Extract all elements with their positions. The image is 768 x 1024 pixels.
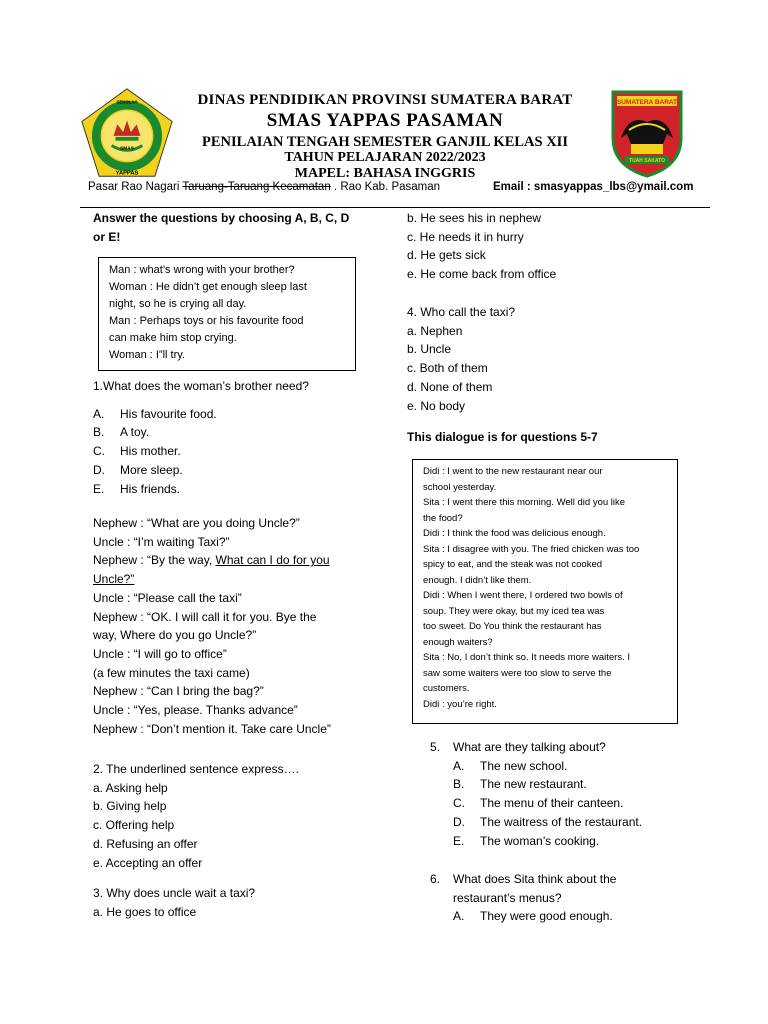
question-4 — [407, 303, 515, 415]
option-item[interactable]: d. None of them — [407, 379, 493, 394]
dialog-line: Didi : When I went there, I ordered two bowls of — [423, 590, 623, 601]
left-column — [93, 209, 349, 246]
dialog-line: Nephew : “OK. I will call it for you. Bye the — [93, 609, 317, 624]
option-item[interactable]: E. The woman’s cooking. — [453, 833, 600, 848]
dialog-line: Didi : I think the food was delicious enough. — [423, 528, 606, 539]
dialog-line: saw some waiters were too slow to serve the — [423, 667, 612, 679]
address-struck-text: Taruang-Taruang Kecamatan — [182, 181, 331, 193]
question-6-text-cont: restaurant’s menus? — [453, 890, 562, 905]
option-item[interactable]: A. The new school. — [453, 758, 568, 773]
question-5 — [430, 738, 642, 850]
option-item[interactable]: d. He gets sick — [407, 248, 486, 263]
option-item[interactable]: B. The new restaurant. — [453, 777, 587, 792]
option-item[interactable]: e. No body — [407, 398, 466, 413]
option-item[interactable]: e. He come back from office — [407, 267, 557, 282]
option-item[interactable]: D. The waitress of the restaurant. — [453, 814, 643, 829]
option-item[interactable]: c. He needs it in hurry — [407, 229, 524, 244]
dialog-line: Uncle : “Yes, please. Thanks advance” — [93, 703, 298, 718]
question-5-text: What are they talking about? — [453, 740, 606, 754]
option-item[interactable]: e. Accepting an offer — [93, 855, 203, 870]
dialog-2 — [93, 514, 331, 738]
dialog-line: enough. I didn’t like them. — [423, 574, 532, 586]
option-item[interactable]: b. He sees his in nephew — [407, 211, 542, 225]
emblem-top-text: SUMATERA BARAT — [616, 99, 678, 106]
header-subject: MAPEL: BAHASA INGGRIS — [294, 166, 476, 181]
question-6 — [430, 870, 616, 926]
option-item[interactable]: b. Uncle — [407, 342, 452, 357]
option-item[interactable]: a. He goes to office — [93, 904, 197, 919]
header-agency: DINAS PENDIDIKAN PROVINSI SUMATERA BARAT — [197, 92, 573, 108]
dialog-line: school yesterday. — [423, 481, 497, 493]
dialog-line: Nephew : “By the way, What can I do for you — [93, 553, 330, 568]
header-school-name: SMAS YAPPAS PASAMAN — [266, 110, 504, 131]
option-item[interactable]: A. His favourite food. — [93, 406, 217, 421]
instruction-line-2: or E! — [93, 229, 121, 244]
option-item[interactable]: C. His mother. — [93, 444, 181, 459]
dialog-line: Woman : I”ll try. — [109, 349, 185, 361]
option-item[interactable]: B. A toy. — [93, 425, 150, 440]
header-address: Pasar Rao Nagari Taruang-Taruang Kecamatan . Rao Kab. Pasaman — [88, 181, 441, 193]
option-item[interactable]: a. Nephen — [407, 323, 463, 338]
dialog-box-3 — [412, 459, 678, 724]
dialog-line: Woman : He didn’t get enough sleep last — [109, 281, 307, 293]
question-3 — [93, 884, 255, 921]
question-1 — [93, 377, 309, 498]
logo-top-text: SEKOLAH — [116, 99, 138, 105]
option-item[interactable]: d. Refusing an offer — [93, 836, 198, 851]
dialog-line: soup. They were okay, but my iced tea was — [423, 605, 605, 617]
header-exam-title: PENILAIAN TENGAH SEMESTER GANJIL KELAS XII — [202, 134, 568, 150]
dialog-line: the food? — [423, 512, 463, 524]
option-item[interactable]: b. Giving help — [93, 799, 167, 814]
question-1-text: 1.What does the woman’s brother need? — [93, 379, 309, 393]
option-item[interactable]: c. Both of them — [407, 361, 488, 376]
dialog-line: Uncle : “I’m waiting Taxi?” — [93, 534, 230, 549]
dialog-box-1 — [98, 257, 356, 371]
option-item[interactable]: A. They were good enough. — [453, 909, 613, 924]
instruction-line-1: Answer the questions by choosing A, B, C, D — [93, 211, 350, 225]
dialog-line: Didi : I went to the new restaurant near our — [423, 466, 603, 477]
dialog-line: Nephew : “Can I bring the bag?” — [93, 684, 264, 699]
option-item[interactable]: E. His friends. — [93, 481, 181, 496]
dialog-line: way, Where do you go Uncle?” — [93, 628, 257, 643]
question-2 — [93, 760, 299, 872]
province-emblem-icon — [607, 88, 687, 178]
dialogue-intro-5-7: This dialogue is for questions 5-7 — [407, 430, 598, 444]
section-intro — [407, 428, 598, 447]
dialog-line: Nephew : “What are you doing Uncle?” — [93, 516, 300, 530]
school-logo-icon — [78, 86, 176, 182]
dialog-line: Sita : I went there this morning. Well did you like — [423, 497, 626, 508]
dialog-line: too sweet. Do You think the restaurant has — [423, 621, 602, 632]
question-5-number: 5. — [430, 740, 441, 754]
question-2-text: 2. The underlined sentence express…. — [93, 762, 299, 776]
question-6-number: 6. — [430, 872, 441, 886]
dialog-line: Sita : I disagree with you. The fried chicken was too — [423, 543, 640, 555]
dialog-line: Uncle : “Please call the taxi” — [93, 590, 242, 605]
underlined-sentence-cont: Uncle?” — [93, 572, 135, 587]
emblem-bottom-text: TUAH SAKATO — [629, 158, 665, 164]
logo-bottom-text: YAPPAS — [115, 170, 139, 177]
header-divider — [80, 207, 710, 208]
dialog-line: spicy to eat, and the steak was not cooked — [423, 559, 603, 570]
dialog-line: Uncle : “I will go to office” — [93, 646, 227, 661]
dialog-line: Man : what’s wrong with your brother? — [109, 264, 295, 276]
dialog-line: Sita : No, I don’t think so. It needs more waiters. I — [423, 652, 630, 663]
dialog-line: night, so he is crying all day. — [109, 298, 247, 310]
option-item[interactable]: D. More sleep. — [93, 462, 183, 477]
header-academic-year: TAHUN PELAJARAN 2022/2023 — [284, 150, 486, 165]
dialog-line: (a few minutes the taxi came) — [93, 665, 250, 680]
question-4-text: 4. Who call the taxi? — [407, 305, 516, 319]
dialog-line: Didi : you’re right. — [423, 698, 497, 710]
question-6-text: What does Sita think about the — [453, 872, 617, 886]
dialog-line: Man : Perhaps toys or his favourite food — [109, 315, 304, 327]
question-3-options-cont — [407, 209, 556, 284]
dialog-line: Nephew : “Don’t mention it. Take care Uncle” — [93, 721, 331, 736]
underlined-sentence: What can I do for you — [215, 553, 330, 568]
option-item[interactable]: a. Asking help — [93, 780, 168, 795]
dialog-line: enough waiters? — [423, 636, 493, 648]
dialog-line: can make him stop crying. — [109, 332, 237, 344]
logo-center-text: SMAS — [120, 146, 134, 152]
option-item[interactable]: c. Offering help — [93, 818, 175, 833]
question-3-text: 3. Why does uncle wait a taxi? — [93, 886, 256, 900]
option-item[interactable]: C. The menu of their canteen. — [453, 796, 624, 811]
header-email: Email : smasyappas_lbs@ymail.com — [493, 181, 694, 193]
dialog-line: customers. — [423, 683, 470, 694]
